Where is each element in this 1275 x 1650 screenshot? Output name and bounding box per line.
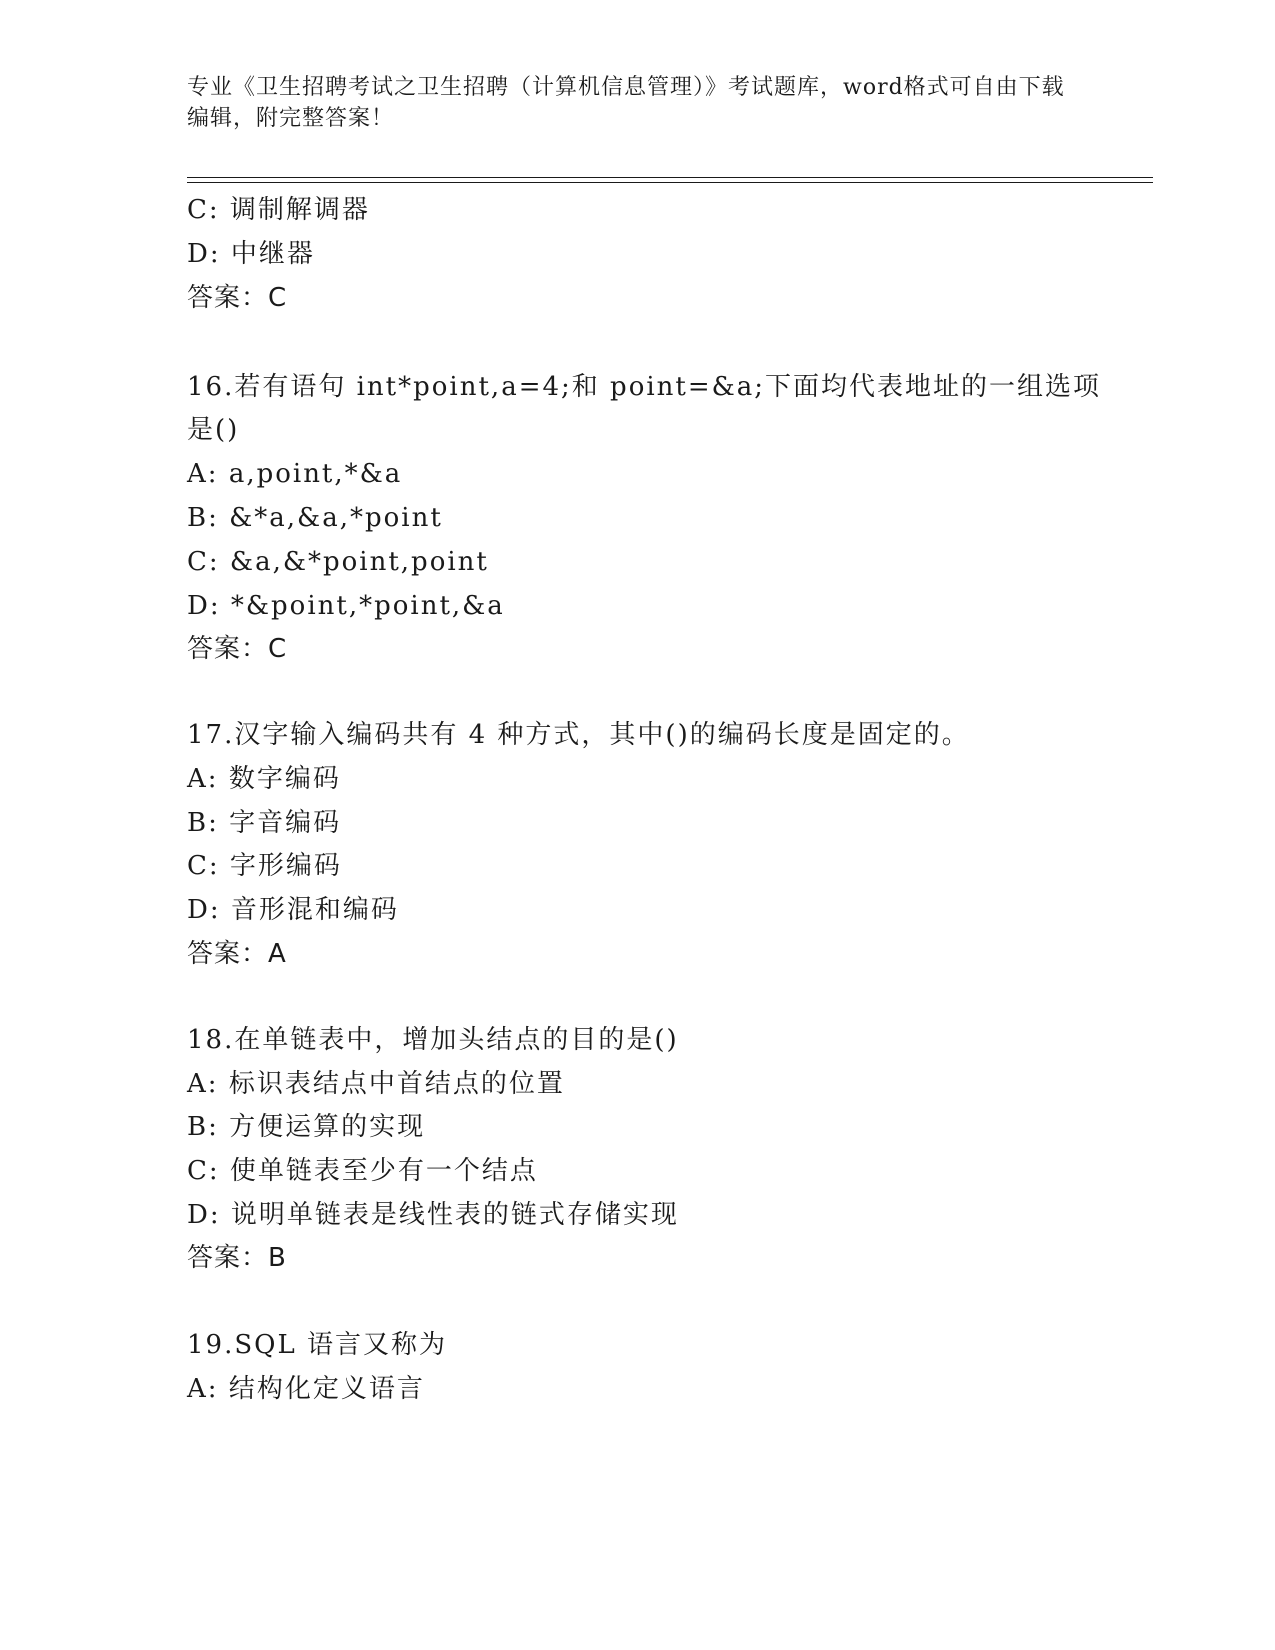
option-label: D: xyxy=(187,895,221,925)
q18-option-a xyxy=(187,1067,565,1101)
option-text: &a,&*point,point xyxy=(229,547,489,577)
option-text: 结构化定义语言 xyxy=(228,1374,425,1404)
q17-option-d xyxy=(187,893,399,927)
q17-option-a xyxy=(187,762,341,796)
option-label: A: xyxy=(187,1069,219,1099)
option-text: 音形混和编码 xyxy=(230,895,399,925)
q15-option-d xyxy=(187,237,315,271)
option-label: A: xyxy=(187,764,219,794)
option-text: 调制解调器 xyxy=(229,195,370,225)
option-text: 标识表结点中首结点的位置 xyxy=(228,1069,565,1099)
header-divider-bottom xyxy=(187,182,1153,183)
option-text: a,point,*&a xyxy=(228,459,403,489)
option-label: C: xyxy=(187,195,220,225)
option-text: &*a,&a,*point xyxy=(229,503,443,533)
option-label: D: xyxy=(187,239,221,269)
q16-stem-line1: 16.若有语句 int*point,a=4;和 point=&a;下面均代表地址的一组选项 xyxy=(187,372,1102,402)
option-label: A: xyxy=(187,459,219,489)
q18-stem: 18.在单链表中，增加头结点的目的是() xyxy=(187,1025,679,1055)
option-text: 中继器 xyxy=(230,239,315,269)
option-text: 字音编码 xyxy=(229,808,342,838)
option-label: B: xyxy=(187,503,219,533)
option-label: C: xyxy=(187,547,220,577)
q16-option-d xyxy=(187,589,505,623)
header-divider-top xyxy=(187,177,1153,178)
document-header: 专业《卫生招聘考试之卫生招聘（计算机信息管理）》考试题库，word格式可自由下载编辑，附完整答案！ xyxy=(187,75,1065,131)
q19-option-a xyxy=(187,1372,425,1406)
q15-answer: 答案：C xyxy=(187,283,288,313)
q16-option-b xyxy=(187,501,443,535)
option-label: B: xyxy=(187,808,219,838)
option-text: *&point,*point,&a xyxy=(230,591,505,621)
q18-option-d xyxy=(187,1198,679,1232)
q18-option-c xyxy=(187,1154,538,1188)
q17-option-c xyxy=(187,849,342,883)
q16-option-c xyxy=(187,545,489,579)
option-label: C: xyxy=(187,851,220,881)
q18-option-b xyxy=(187,1110,425,1144)
option-text: 字形编码 xyxy=(229,851,342,881)
q17-answer: 答案：A xyxy=(187,939,287,969)
option-label: A: xyxy=(187,1374,219,1404)
q19-stem: 19.SQL 语言又称为 xyxy=(187,1330,448,1360)
option-label: D: xyxy=(187,591,221,621)
option-text: 说明单链表是线性表的链式存储实现 xyxy=(230,1200,679,1230)
option-text: 方便运算的实现 xyxy=(229,1112,426,1142)
q17-option-b xyxy=(187,806,341,840)
option-text: 数字编码 xyxy=(228,764,341,794)
option-label: B: xyxy=(187,1112,219,1142)
q16-option-a xyxy=(187,457,402,491)
option-text: 使单链表至少有一个结点 xyxy=(229,1156,538,1186)
q15-option-c xyxy=(187,193,370,227)
q16-answer: 答案：C xyxy=(187,634,288,664)
option-label: C: xyxy=(187,1156,220,1186)
option-label: D: xyxy=(187,1200,221,1230)
q16-stem-line2: 是() xyxy=(187,415,240,445)
q18-answer: 答案：B xyxy=(187,1243,287,1273)
q17-stem: 17.汉字输入编码共有 4 种方式，其中()的编码长度是固定的。 xyxy=(187,720,970,750)
